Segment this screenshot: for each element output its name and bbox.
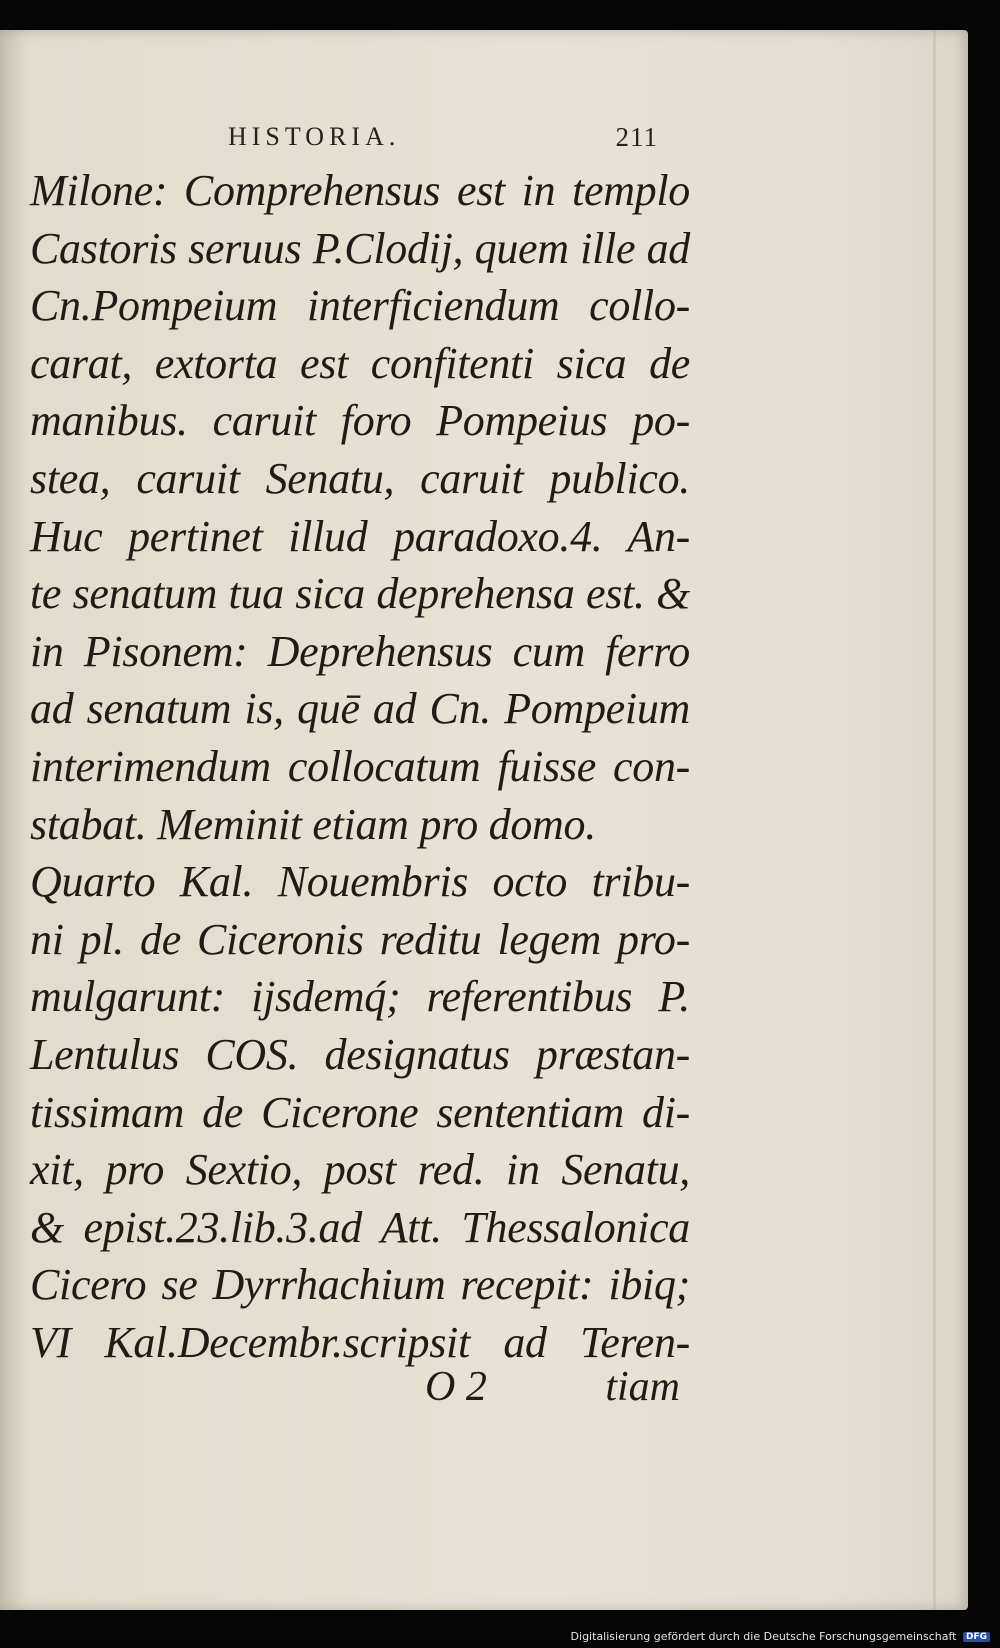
text-line: Quarto Kal. Nouembris octo tribu-	[30, 857, 690, 907]
text-line: VI Kal.Decembr.scripsit ad Teren-	[30, 1317, 690, 1367]
credit-text: Digitalisierung gefördert durch die Deutsche Forschungsgemeinschaft	[570, 1630, 957, 1643]
text-line: Lentulus COS. designatus præstan-	[30, 1029, 690, 1079]
page-edge	[933, 30, 936, 1610]
text-line: Cicero se Dyrrhachium recepit: ibiq;	[30, 1260, 690, 1310]
page-header	[228, 122, 658, 156]
text-line: Castoris seruus P.Clodij, quem ille ad	[30, 223, 690, 273]
text-line: carat, extorta est confitenti sica de	[30, 338, 690, 388]
text-line: stabat. Meminit etiam pro domo.	[30, 799, 596, 849]
text-line: ni pl. de Ciceronis reditu legem pro-	[30, 914, 690, 964]
text-line: interimendum collocatum fuisse con-	[30, 741, 690, 791]
text-line: mulgarunt: ijsdemq́; referentibus P.	[30, 972, 690, 1022]
text-line: & epist.23.lib.3.ad Att. Thessalonica	[30, 1202, 690, 1252]
text-line: Huc pertinet illud paradoxo.4. An-	[30, 511, 690, 561]
text-line: in Pisonem: Deprehensus cum ferro	[30, 626, 690, 676]
text-line: manibus. caruit foro Pompeius po-	[30, 396, 690, 446]
text-line: xit, pro Sextio, post red. in Senatu,	[30, 1145, 690, 1195]
text-line: te senatum tua sica deprehensa est. &	[30, 569, 690, 619]
digitization-credit	[571, 1630, 990, 1643]
text-line: tissimam de Cicerone sententiam di-	[30, 1087, 690, 1137]
running-title: HISTORIA.	[228, 122, 401, 151]
signature-mark: O 2	[425, 1364, 487, 1410]
text-line: Milone: Comprehensus est in templo	[30, 166, 690, 215]
page-footer	[30, 1363, 690, 1421]
page-number: 211	[615, 122, 658, 152]
catchword: tiam	[605, 1364, 680, 1410]
text-line: stea, caruit Senatu, caruit publico.	[30, 453, 690, 503]
dfg-logo: DFG	[963, 1632, 990, 1642]
text-line: Cn.Pompeium interficiendum collo-	[30, 281, 690, 331]
text-line: ad senatum is, quē ad Cn. Pompeium	[30, 684, 690, 734]
text-body	[30, 162, 690, 1371]
